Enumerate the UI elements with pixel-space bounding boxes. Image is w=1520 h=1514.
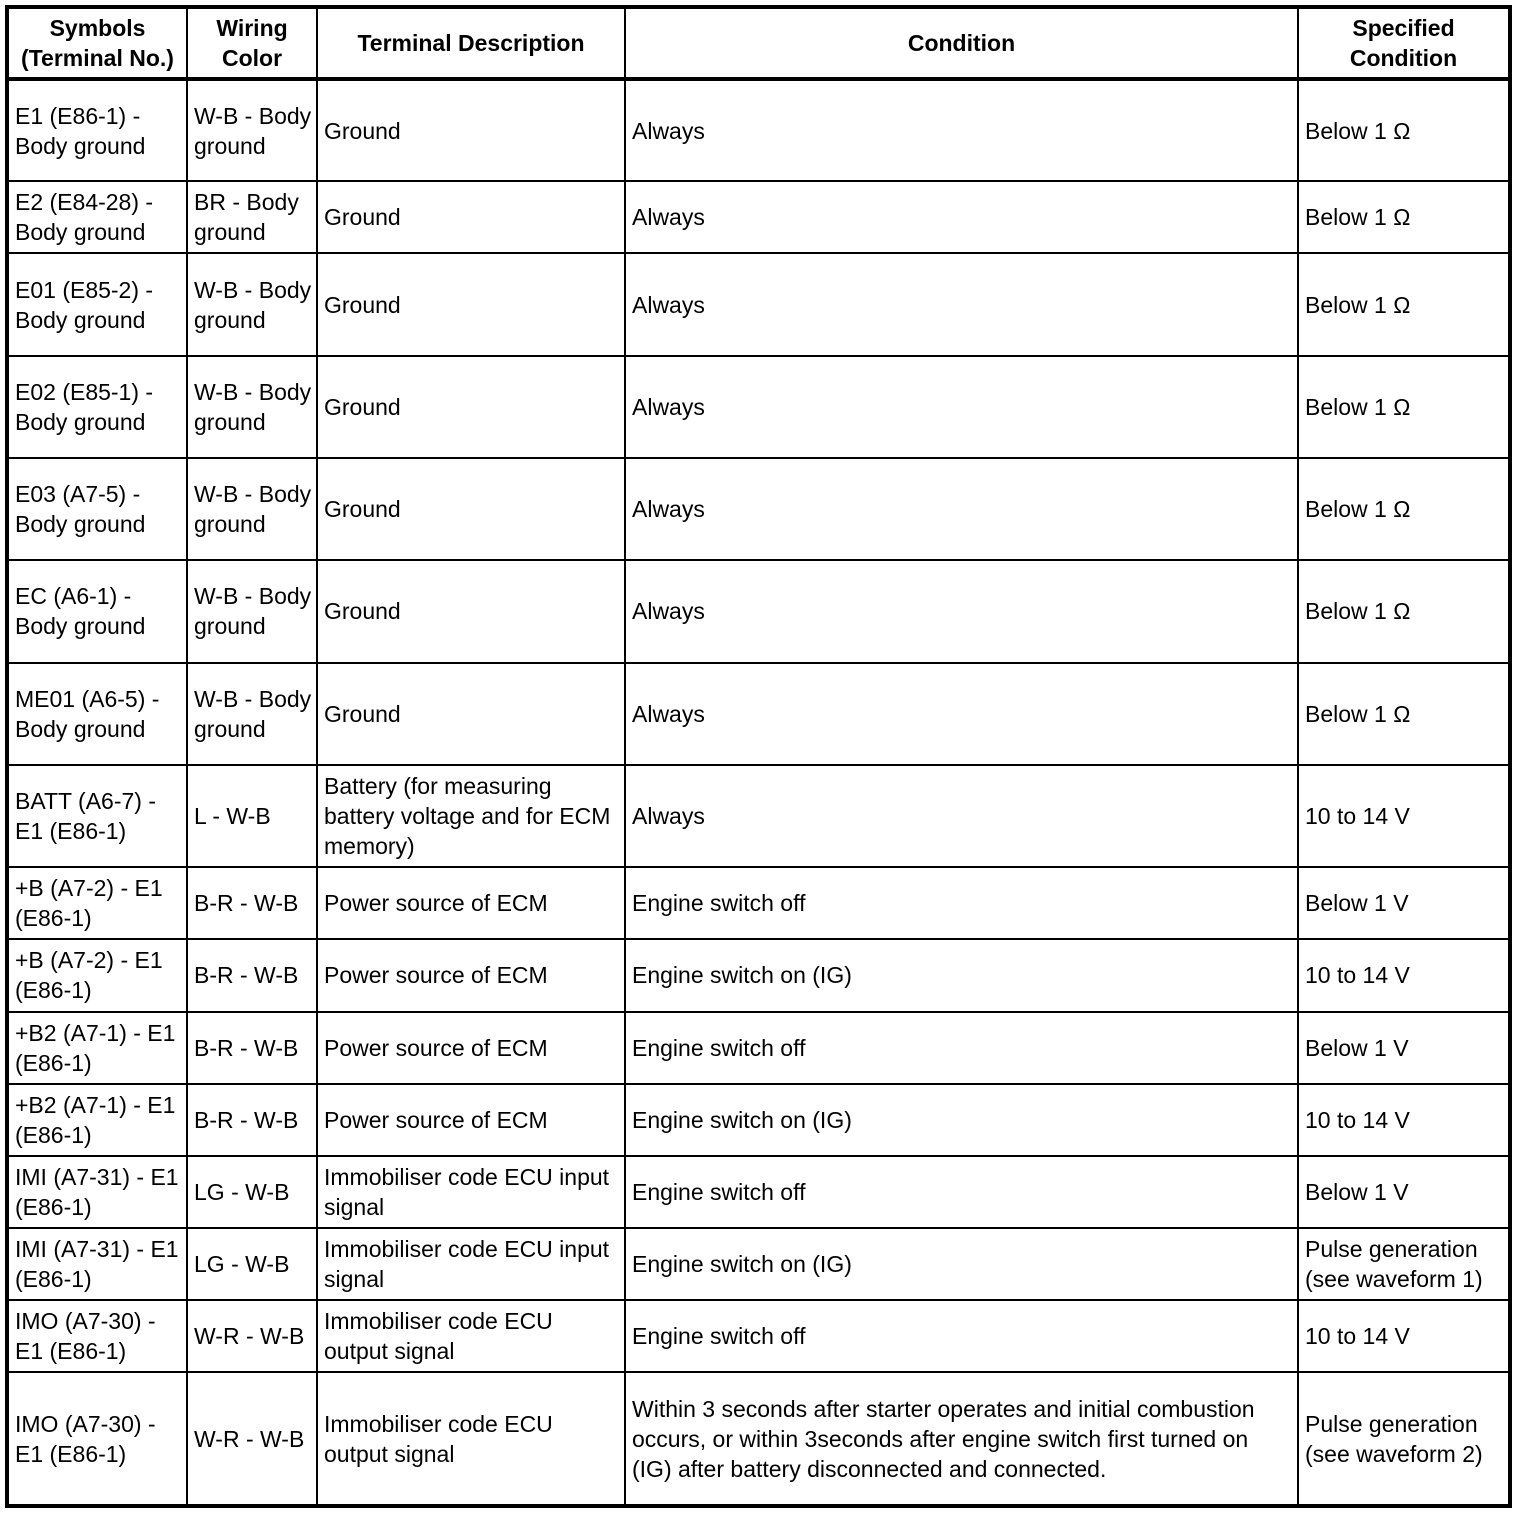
cell-description: Ground (317, 663, 625, 765)
header-terminal-description: Terminal Description (317, 7, 625, 79)
table-row (7, 1156, 1510, 1228)
cell-specified: Below 1 Ω (1298, 181, 1510, 253)
cell-specified: Below 1 Ω (1298, 356, 1510, 458)
cell-wiring-color: BR - Body ground (187, 181, 317, 253)
cell-symbol: +B (A7-2) - E1 (E86-1) (7, 939, 187, 1011)
cell-condition: Always (625, 765, 1298, 867)
cell-condition: Always (625, 79, 1298, 181)
cell-description: Ground (317, 181, 625, 253)
cell-wiring-color: W-B - Body ground (187, 356, 317, 458)
cell-wiring-color: W-R - W-B (187, 1300, 317, 1372)
cell-symbol: E02 (E85-1) - Body ground (7, 356, 187, 458)
cell-wiring-color: W-B - Body ground (187, 458, 317, 560)
table-row (7, 765, 1510, 867)
terminal-spec-table-container (5, 5, 1508, 1508)
cell-condition: Engine switch off (625, 867, 1298, 939)
cell-wiring-color: W-R - W-B (187, 1372, 317, 1506)
cell-condition: Engine switch off (625, 1300, 1298, 1372)
cell-wiring-color: B-R - W-B (187, 867, 317, 939)
cell-condition: Always (625, 253, 1298, 355)
cell-specified: 10 to 14 V (1298, 765, 1510, 867)
cell-specified: Below 1 Ω (1298, 458, 1510, 560)
cell-symbol: E01 (E85-2) - Body ground (7, 253, 187, 355)
cell-symbol: IMO (A7-30) - E1 (E86-1) (7, 1372, 187, 1506)
cell-symbol: E1 (E86-1) - Body ground (7, 79, 187, 181)
cell-symbol: EC (A6-1) - Body ground (7, 560, 187, 662)
cell-description: Battery (for measuring battery voltage and for ECM memory) (317, 765, 625, 867)
cell-specified: Below 1 V (1298, 1012, 1510, 1084)
table-row (7, 1228, 1510, 1300)
cell-condition: Engine switch on (IG) (625, 1084, 1298, 1156)
cell-description: Power source of ECM (317, 1012, 625, 1084)
cell-condition: Within 3 seconds after starter operates and initial combustion occurs, or within 3seconds after engine switch first turned on (IG) after battery disconnected and connected. (625, 1372, 1298, 1506)
cell-specified: Pulse generation (see waveform 1) (1298, 1228, 1510, 1300)
cell-wiring-color: W-B - Body ground (187, 253, 317, 355)
cell-symbol: IMO (A7-30) - E1 (E86-1) (7, 1300, 187, 1372)
table-row (7, 867, 1510, 939)
cell-wiring-color: W-B - Body ground (187, 663, 317, 765)
cell-symbol: E2 (E84-28) - Body ground (7, 181, 187, 253)
cell-condition: Always (625, 458, 1298, 560)
cell-description: Power source of ECM (317, 939, 625, 1011)
cell-specified: Below 1 Ω (1298, 560, 1510, 662)
table-row (7, 181, 1510, 253)
cell-symbol: +B (A7-2) - E1 (E86-1) (7, 867, 187, 939)
cell-symbol: IMI (A7-31) - E1 (E86-1) (7, 1156, 187, 1228)
cell-specified: Below 1 V (1298, 867, 1510, 939)
header-wiring-color: Wiring Color (187, 7, 317, 79)
table-row (7, 1012, 1510, 1084)
cell-wiring-color: B-R - W-B (187, 1084, 317, 1156)
cell-symbol: E03 (A7-5) - Body ground (7, 458, 187, 560)
header-condition: Condition (625, 7, 1298, 79)
table-header-row (7, 7, 1510, 79)
cell-condition: Engine switch off (625, 1156, 1298, 1228)
cell-description: Ground (317, 253, 625, 355)
cell-specified: Below 1 Ω (1298, 79, 1510, 181)
cell-condition: Always (625, 356, 1298, 458)
cell-symbol: +B2 (A7-1) - E1 (E86-1) (7, 1084, 187, 1156)
table-row (7, 458, 1510, 560)
cell-specified: Below 1 V (1298, 1156, 1510, 1228)
table-row (7, 356, 1510, 458)
cell-specified: Below 1 Ω (1298, 253, 1510, 355)
header-symbols: Symbols (Terminal No.) (7, 7, 187, 79)
cell-specified: 10 to 14 V (1298, 1300, 1510, 1372)
cell-wiring-color: B-R - W-B (187, 939, 317, 1011)
terminal-spec-table (5, 5, 1512, 1508)
cell-description: Ground (317, 79, 625, 181)
cell-condition: Always (625, 663, 1298, 765)
cell-description: Ground (317, 560, 625, 662)
cell-specified: Below 1 Ω (1298, 663, 1510, 765)
cell-wiring-color: W-B - Body ground (187, 79, 317, 181)
cell-wiring-color: W-B - Body ground (187, 560, 317, 662)
cell-specified: 10 to 14 V (1298, 1084, 1510, 1156)
table-row (7, 663, 1510, 765)
cell-description: Immobiliser code ECU output signal (317, 1372, 625, 1506)
cell-condition: Always (625, 560, 1298, 662)
cell-description: Immobiliser code ECU input signal (317, 1228, 625, 1300)
cell-description: Power source of ECM (317, 867, 625, 939)
cell-specified: 10 to 14 V (1298, 939, 1510, 1011)
cell-symbol: +B2 (A7-1) - E1 (E86-1) (7, 1012, 187, 1084)
table-row (7, 1084, 1510, 1156)
cell-description: Immobiliser code ECU input signal (317, 1156, 625, 1228)
cell-specified: Pulse generation (see waveform 2) (1298, 1372, 1510, 1506)
table-row (7, 1372, 1510, 1506)
cell-wiring-color: LG - W-B (187, 1156, 317, 1228)
cell-description: Immobiliser code ECU output signal (317, 1300, 625, 1372)
table-row (7, 79, 1510, 181)
cell-wiring-color: L - W-B (187, 765, 317, 867)
cell-description: Power source of ECM (317, 1084, 625, 1156)
cell-description: Ground (317, 458, 625, 560)
table-row (7, 939, 1510, 1011)
cell-condition: Always (625, 181, 1298, 253)
cell-condition: Engine switch on (IG) (625, 939, 1298, 1011)
table-row (7, 560, 1510, 662)
cell-condition: Engine switch on (IG) (625, 1228, 1298, 1300)
header-specified-condition: Specified Condition (1298, 7, 1510, 79)
cell-symbol: ME01 (A6-5) - Body ground (7, 663, 187, 765)
cell-symbol: BATT (A6-7) - E1 (E86-1) (7, 765, 187, 867)
table-row (7, 1300, 1510, 1372)
cell-wiring-color: LG - W-B (187, 1228, 317, 1300)
cell-symbol: IMI (A7-31) - E1 (E86-1) (7, 1228, 187, 1300)
cell-condition: Engine switch off (625, 1012, 1298, 1084)
cell-description: Ground (317, 356, 625, 458)
table-row (7, 253, 1510, 355)
cell-wiring-color: B-R - W-B (187, 1012, 317, 1084)
